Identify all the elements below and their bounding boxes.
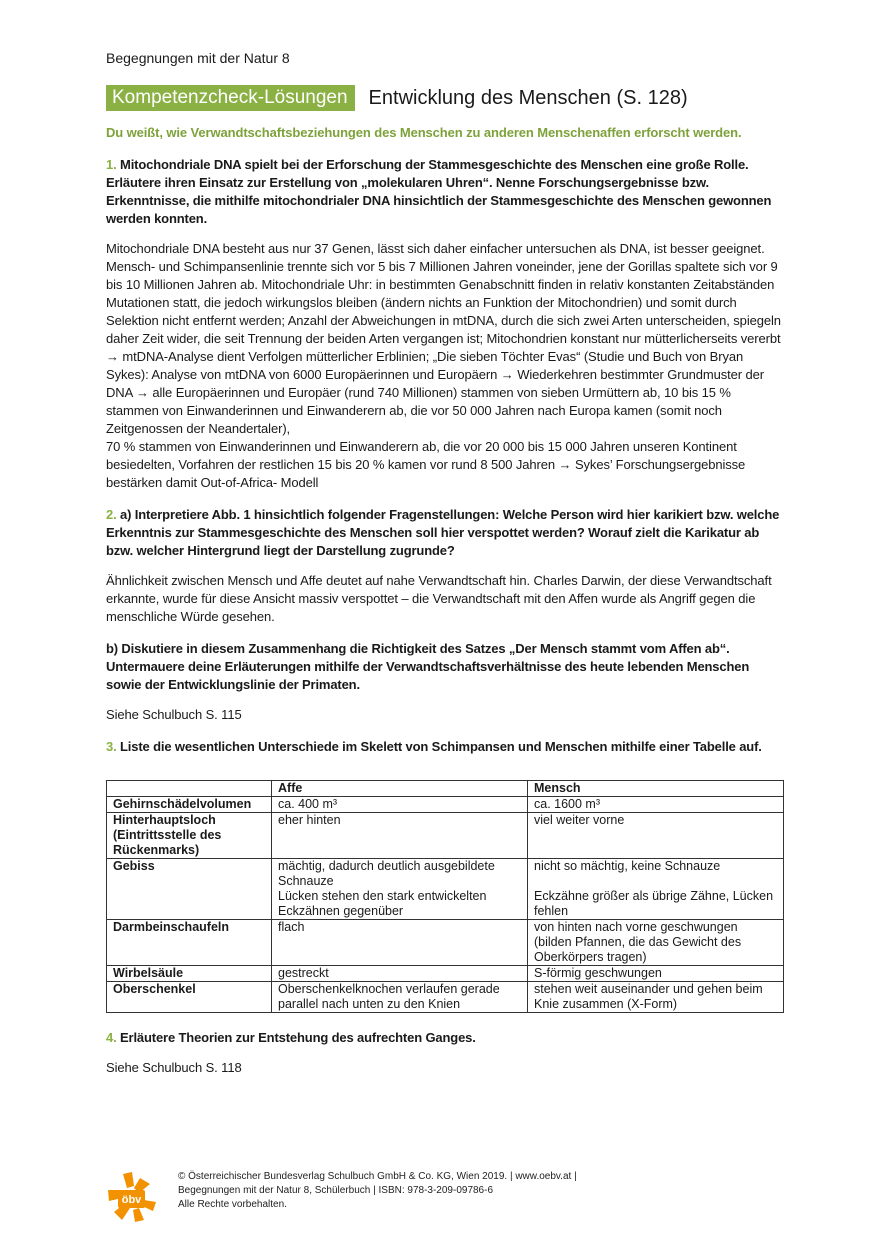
task-text: Erläutere Theorien zur Entstehung des aufrechten Ganges.	[120, 1030, 476, 1045]
mensch-cell: stehen weit auseinander und gehen beim Knie zusammen (X-Form)	[528, 982, 784, 1013]
affe-cell: ca. 400 m³	[272, 797, 528, 813]
mensch-cell: S-förmig geschwungen	[528, 966, 784, 982]
feature-cell: Gehirnschädelvolumen	[107, 797, 272, 813]
affe-cell: Oberschenkelknochen verlaufen gerade parallel nach unten zu den Knien	[272, 982, 528, 1013]
table-row	[107, 859, 784, 920]
page-content	[106, 50, 786, 1091]
book-title: Begegnungen mit der Natur 8	[106, 50, 290, 66]
table-row	[107, 813, 784, 859]
copyright-line: © Österreichischer Bundesverlag Schulbuch GmbH & Co. KG, Wien 2019. | www.oebv.at |	[178, 1171, 577, 1182]
answer-paragraph: Mitochondriale DNA besteht aus nur 37 Genen, lässt sich daher einfacher untersuchen als DNA, ist besser geeignet. Mensch- und Schimpansenlinie trennte sich vor 5 bis 7 Millionen Jahren voneinder, jene der Gorillas spaltete sich vor 9 bis 10 Millionen Jahren ab. Mitochondriale Uhr: in bestimmten Genabschnitt finden in relativ konstanten Zeitabständen Mutationen statt, die jedoch wirkungslos bleiben (ändern nichts an Funktion der Mitochondrien) und somit durch Selektion nicht entfernt werden; Anzahl der Abweichungen in mtDNA, durch die sich zwei Arten unterscheiden, spiegeln daher Zeit wider, die seit Trennung der beiden Arten vergangen ist; Mitochondrien konstant nur mütterlicherseits vererbt → mtDNA-Analyse dient Verfolgen mütterlicher Erblinien; „Die sieben Töchter Evas“ (Studie und Buch von Bryan Sykes): Analyse von mtDNA von 6000 Europäerinnen und Europäern → Wiederkehren bestimmter Grundmuster der DNA → alle Europäerinnen und Europäer (rund 740 Millionen) stammen von sieben Urmüttern ab, 10 bis 15 % stammen von Einwanderinnen und Einwanderern ab, die vor 50 000 Jahren nach Europa kamen (somit noch Zeitgenossen der Neandertaler),	[106, 241, 781, 436]
task-1-prompt	[106, 156, 786, 228]
table-row	[107, 797, 784, 813]
feature-cell: Oberschenkel	[107, 982, 272, 1013]
page-footer	[106, 1170, 577, 1222]
feature-cell: Wirbelsäule	[107, 966, 272, 982]
task-number: 4.	[106, 1030, 117, 1045]
answer-paragraph: 70 % stammen von Einwanderinnen und Einwanderern ab, die vor 20 000 bis 15 000 Jahren unseren Kontinent besiedelten, Vorfahren der restlichen 15 bis 20 % kamen vor rund 8 500 Jahren → Sykes’ Forschungsergebnisse bestärken damit Out-of-Africa- Modell	[106, 439, 746, 490]
table-header-cell: Affe	[272, 781, 528, 797]
table-row	[107, 920, 784, 966]
logo-text: öbv	[121, 1194, 142, 1206]
feature-cell: Hinterhauptsloch (Eintrittsstelle des Rückenmarks)	[107, 813, 272, 859]
task-1-answer	[106, 240, 786, 492]
task-number: 1.	[106, 157, 117, 172]
task-2a-answer: Ähnlichkeit zwischen Mensch und Affe deutet auf nahe Verwandtschaft hin. Charles Darwin, der diese Verwandtschaft erkannte, wurde für diese Ansicht massiv verspottet – die Verwandtschaft mit den Affen wurde als Angriff gegen die menschliche Würde gesehen.	[106, 573, 772, 624]
task-2a-prompt	[106, 506, 786, 560]
copyright-notice	[178, 1170, 577, 1212]
task-2b-answer: Siehe Schulbuch S. 115	[106, 707, 242, 722]
task-4-prompt	[106, 1029, 786, 1047]
table-row	[107, 982, 784, 1013]
mensch-cell: viel weiter vorne	[528, 813, 784, 859]
copyright-line: Begegnungen mit der Natur 8, Schülerbuch | ISBN: 978-3-209-09786-6	[178, 1185, 494, 1196]
table-row	[107, 966, 784, 982]
mensch-cell: ca. 1600 m³	[528, 797, 784, 813]
section-badge: Kompetenzcheck-Lösungen	[106, 85, 355, 111]
affe-cell: gestreckt	[272, 966, 528, 982]
skeleton-comparison-table	[106, 780, 784, 1013]
task-text: Mitochondriale DNA spielt bei der Erforschung der Stammesgeschichte des Menschen eine große Rolle. Erläutere ihren Einsatz zur Erstellung von „molekularen Uhren“. Nenne Forschungsergebnisse bzw. Erkenntnisse, die mithilfe mitochondrialer DNA hinsichtlich der Stammesgeschichte des Menschen gewonnen werden konnten.	[106, 157, 772, 226]
task-4-answer: Siehe Schulbuch S. 118	[106, 1060, 242, 1075]
task-text: Liste die wesentlichen Unterschiede im Skelett von Schimpansen und Menschen mithilfe einer Tabelle auf.	[120, 739, 762, 754]
feature-cell: Gebiss	[107, 859, 272, 920]
affe-cell: flach	[272, 920, 528, 966]
task-2b-prompt: b) Diskutiere in diesem Zusammenhang die Richtigkeit des Satzes „Der Mensch stammt vom Affen ab“. Untermauere deine Erläuterungen mithilfe der Verwandtschaftsverhältnisse des heute lebenden Menschen sowie der Entwicklungslinie der Primaten.	[106, 641, 750, 692]
task-number: 3.	[106, 739, 117, 754]
page-heading	[106, 85, 786, 111]
copyright-line: Alle Rechte vorbehalten.	[178, 1199, 287, 1210]
affe-cell: eher hinten	[272, 813, 528, 859]
table-header-row	[107, 781, 784, 797]
task-text: a) Interpretiere Abb. 1 hinsichtlich folgender Fragenstellungen: Welche Person wird hier karikiert bzw. welche Erkenntnis zur Stammesgeschichte des Menschen soll hier verspottet werden? Worauf zielt die Karikatur ab bzw. welcher Hintergrund liegt der Darstellung zugrunde?	[106, 507, 780, 558]
mensch-cell: nicht so mächtig, keine Schnauze Eckzähne größer als übrige Zähne, Lücken fehlen	[528, 859, 784, 920]
affe-cell: mächtig, dadurch deutlich ausgebildete Schnauze Lücken stehen den stark entwickelten Eckzähnen gegenüber	[272, 859, 528, 920]
page-title: Entwicklung des Menschen (S. 128)	[368, 87, 688, 109]
task-3-prompt	[106, 738, 786, 756]
task-number: 2.	[106, 507, 117, 522]
table-header-cell	[107, 781, 272, 797]
competence-statement: Du weißt, wie Verwandtschaftsbeziehungen des Menschen zu anderen Menschenaffen erforscht werden.	[106, 125, 742, 140]
mensch-cell: von hinten nach vorne geschwungen (bilden Pfannen, die das Gewicht des Oberkörpers tragen)	[528, 920, 784, 966]
table-header-cell: Mensch	[528, 781, 784, 797]
feature-cell: Darmbeinschaufeln	[107, 920, 272, 966]
publisher-logo-icon	[106, 1172, 156, 1222]
